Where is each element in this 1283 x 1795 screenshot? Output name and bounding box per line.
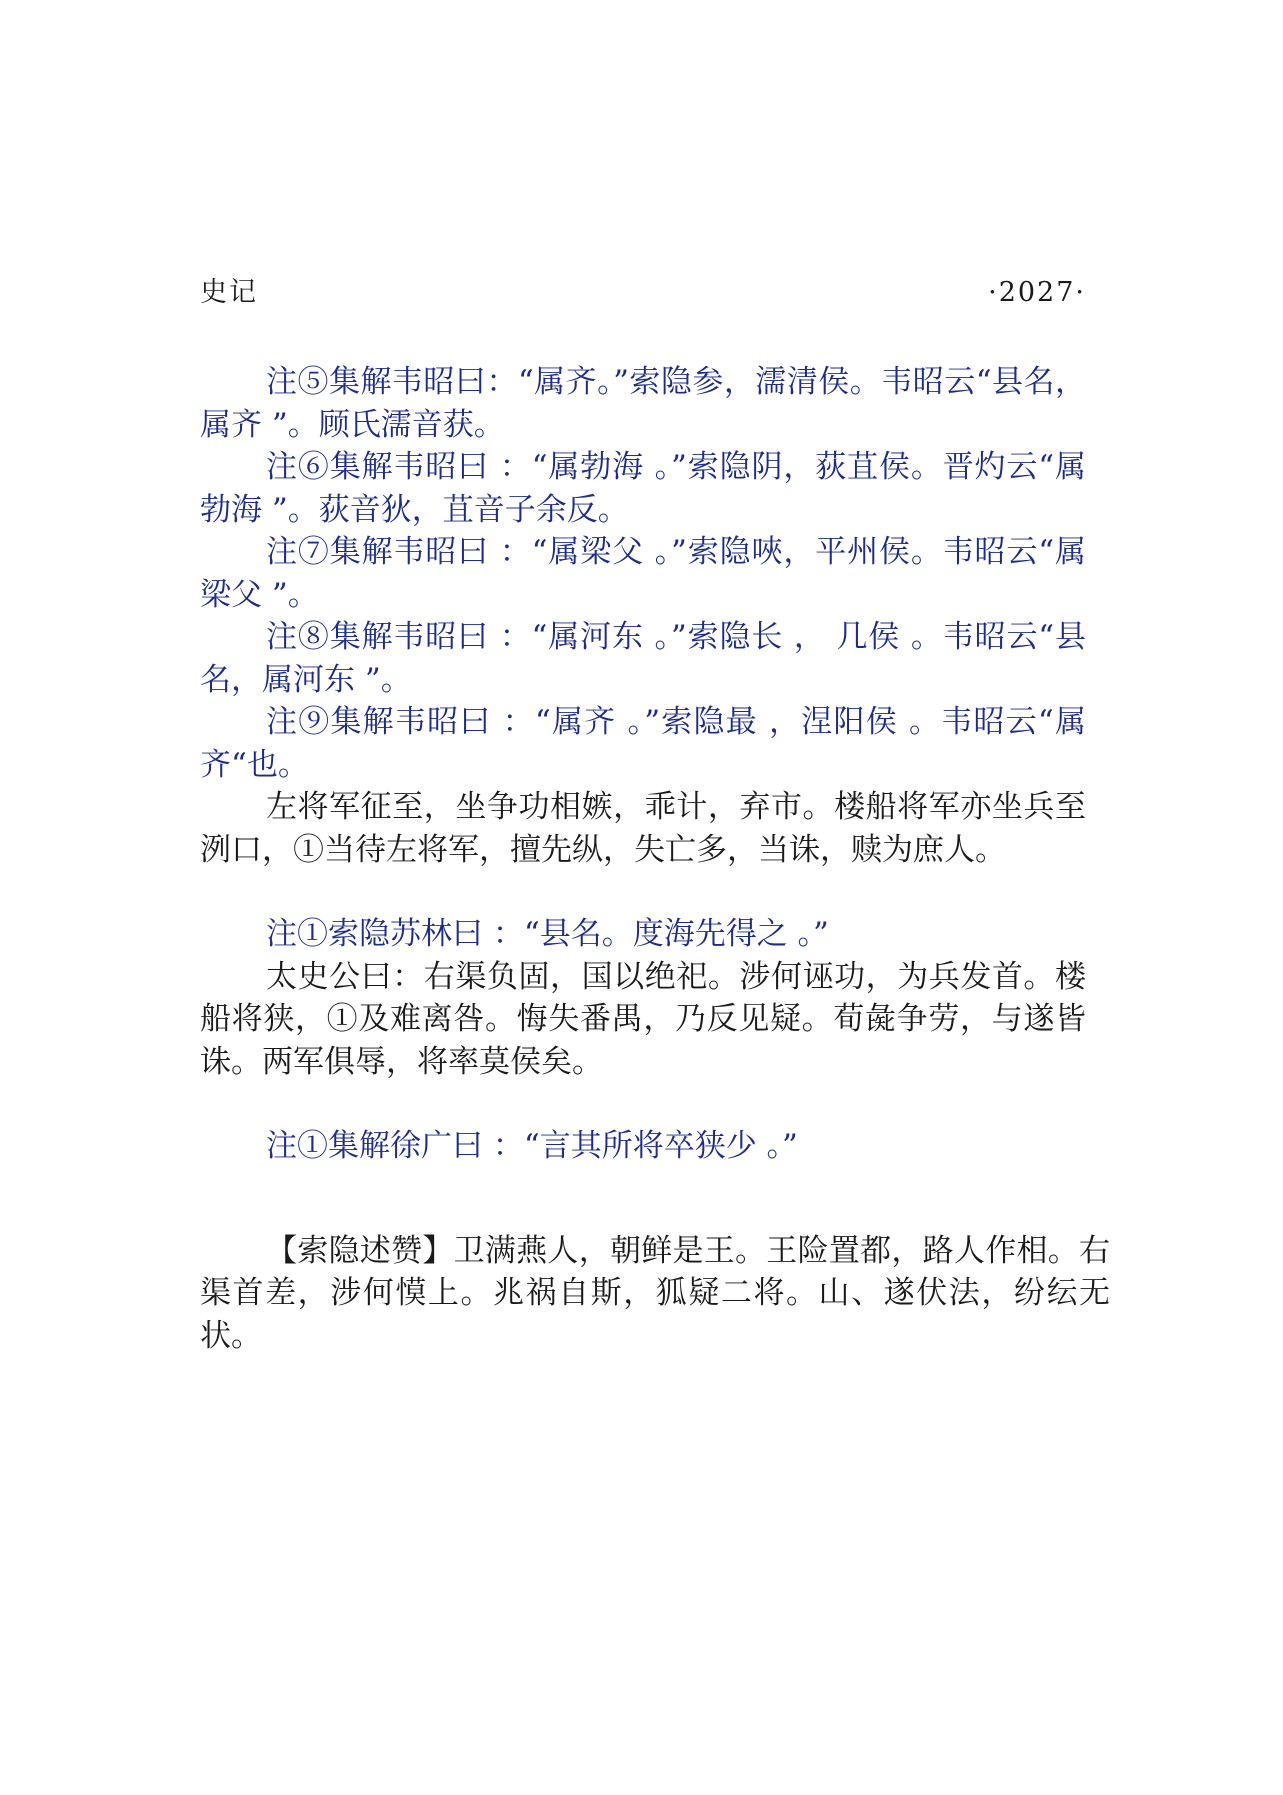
main-text-paragraph-2: 太史公曰：右渠负固，国以绝祀。涉何诬功，为兵发首。楼船将狭，①及难离咎。悔失番禺，乃反见疑。荀彘争劳，与遂皆诛。两军俱辱，将率莫侯矣。 xyxy=(200,958,1086,1080)
page xyxy=(200,270,1110,1357)
suoyin-zan-paragraph: 【索隐述赞】卫满燕人，朝鲜是王。王险置都，路人作相。右渠首差，涉何慔上。兆祸自斯，狐疑二将。山、遂伏法，纷纭无状。 xyxy=(200,1232,1110,1354)
note-8: 注⑧集解韦昭曰 ：“属河东 。”索隐长 ， 几侯 。韦昭云“县名，属河东 ”。 xyxy=(200,619,1086,698)
page-header xyxy=(200,270,1086,309)
note-5: 注⑤集解韦昭曰：“属齐。”索隐参，濡清侯。韦昭云“县名，属齐 ”。顾氏濡音获。 xyxy=(200,364,1086,443)
note-6: 注⑥集解韦昭曰 ：“属勃海 。”索隐阴，荻苴侯。晋灼云“属勃海 ”。荻音狄，苴音子余反。 xyxy=(200,449,1086,528)
note-1-xuguang: 注①集解徐广曰 ：“言其所将卒狭少 。” xyxy=(266,1128,798,1164)
book-title: 史记 xyxy=(200,277,258,308)
note-1-sulin: 注①索隐苏林曰 ：“县名。度海先得之 。” xyxy=(266,916,829,952)
main-text-paragraph-1: 左将军征至，坐争功相嫉，乖计，弃市。楼船将军亦坐兵至洌口，①当待左将军，擅先纵，失亡多，当诛，赎为庶人。 xyxy=(200,789,1086,868)
note-9: 注⑨集解韦昭曰 ：“属齐 。”索隐最 ，涅阳侯 。韦昭云“属齐“也。 xyxy=(200,704,1086,783)
note-7: 注⑦集解韦昭曰 ：“属梁父 。”索隐唊，平州侯。韦昭云“属梁父 ”。 xyxy=(200,534,1086,613)
page-number: ·2027· xyxy=(988,277,1086,308)
